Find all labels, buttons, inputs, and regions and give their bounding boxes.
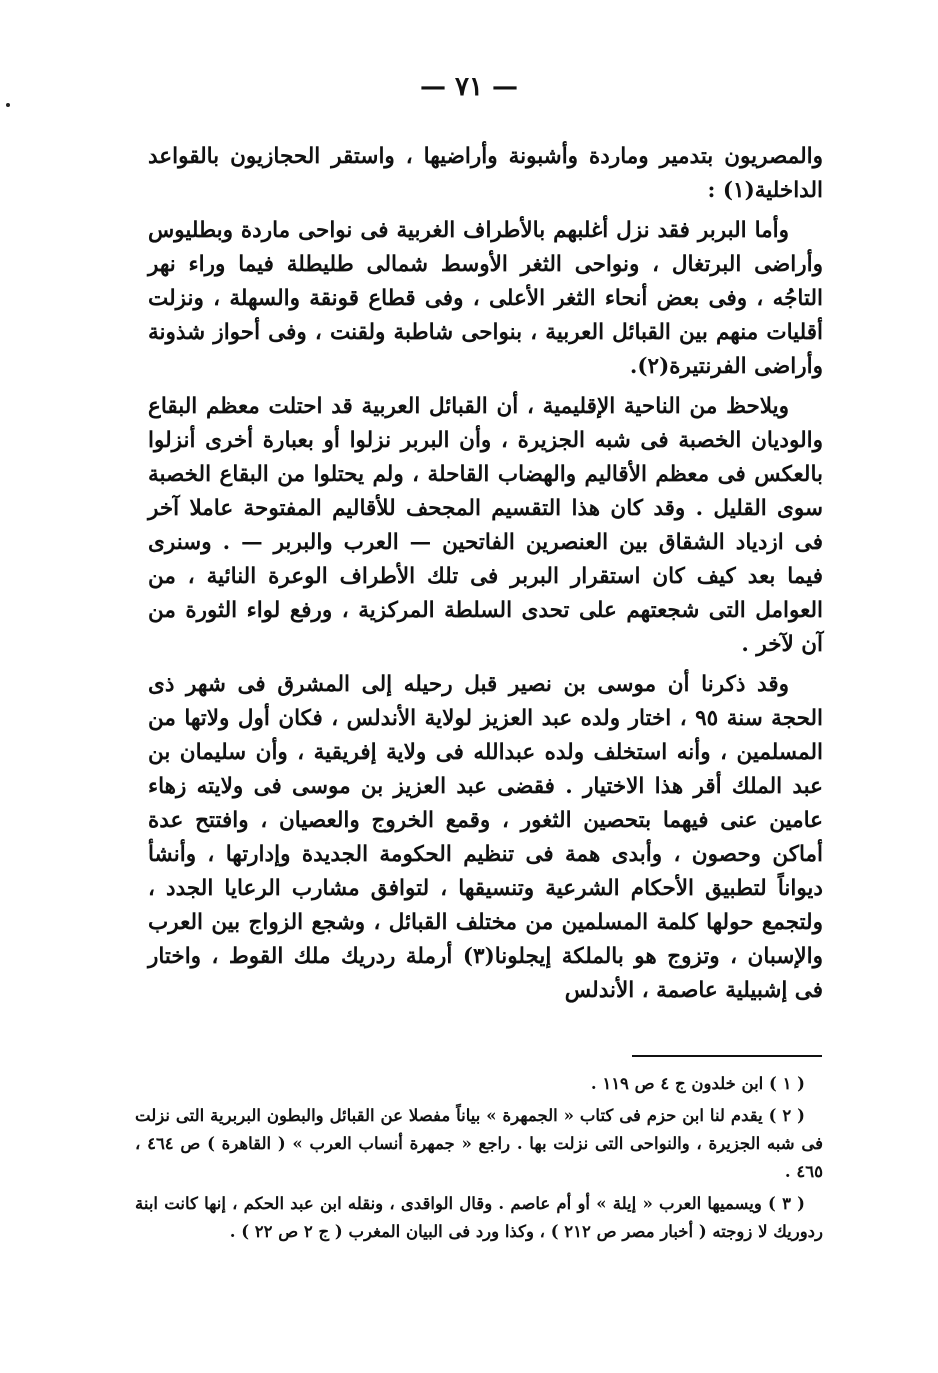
- paragraph-3: ويلاحظ من الناحية الإقليمية ، أن القبائل العربية قد احتلت معظم البقاع والوديان الخصبة فى شبه الجزيرة ، وأن البربر نزلوا أو بعبارة أخرى أنزلوا بالعكس فى معظم الأقاليم والهضاب القاحلة ، ولم يحتلوا من البقاع الخصبة سوى القليل . وقد كان هذا التقسيم المجحف للأقاليم المفتوحة عاملا آخر فى ازدياد الشقاق بين العنصرين الفاتحين — العرب والبربر — . وسنرى فيما بعد كيف كان استقرار البربر فى تلك الأطراف الوعرة النائية ، من العوامل التى شجعتهم على تحدى السلطة المركزية ، ورفع لواء الثورة من آن لآخر .: [148, 394, 823, 657]
- paragraph-4: وقد ذكرنا أن موسى بن نصير قبل رحيله إلى المشرق فى شهر ذى الحجة سنة ٩٥ ، اختار ولده عبد العزيز لولاية الأندلس ، فكان أول ولاتها من المسلمين ، وأنه استخلف ولده عبدالله فى ولاية إفريقية ، وأن سليمان بن عبد الملك أقر هذا الاختيار . فقضى عبد العزيز بن موسى فى ولايته زهاء عامين عنى فيهما بتحصين الثغور ، وقمع الخروج والعصيان ، وافتتح عدة أماكن وحصون ، وأبدى همة فى تنظيم الحكومة الجديدة وإدارتها ، وأنشأ ديواناً لتطبيق الأحكام الشرعية وتنسيقها ، لتوافق مشارب الرعايا الجدد ، ولتجمع حولها كلمة المسلمين من مختلف القبائل ، وشجع الزواج بين العرب والإسبان ، وتزوج هو بالملكة إيجلونا(٣) أرملة ردريك ملك القوط ، واختار فى إشبيلية عاصمة ، الأندلس: [148, 672, 823, 1003]
- scan-speck: [6, 103, 10, 107]
- footnote-1: ( ١ ) ابن خلدون ج ٤ ص ١١٩ .: [590, 1074, 805, 1093]
- footnotes: [135, 1070, 823, 1250]
- main-text: [148, 140, 823, 1014]
- footnote-3: ( ٣ ) ويسميها العرب « إيلة » أو أم عاصم . وقال الواقدى ، ونقله ابن عبد الحكم ، إنها كانت ابنة ردوريك لا زوجته ( أخبار مصر ص ٢١٢ ) ، وكذا ورد فى البيان المغرب ( ج ٢ ص ٢٢ ) .: [135, 1194, 823, 1241]
- footnote-2: ( ٢ ) يقدم لنا ابن حزم فى كتاب « الجمهرة » بياناً مفصلا عن القبائل والبطون البربرية التى نزلت فى شبه الجزيرة ، والنواحى التى نزلت بها . راجع « جمهرة أنساب العرب » ( القاهرة ) ص ٤٦٤ ، ٤٦٥ .: [135, 1106, 823, 1181]
- footnote-separator: [632, 1055, 822, 1057]
- paragraph-2: وأما البربر فقد نزل أغلبهم بالأطراف الغربية فى نواحى ماردة وبطليوس وأراضى البرتغال ، ونواحى الثغر الأوسط شمالى طليطلة فيما وراء نهر التاجُه ، وفى بعض أنحاء الثغر الأعلى ، وفى قطاع قونقة والسهلة ، ونزلت أقليات منهم بين القبائل العربية ، بنواحى شاطبة ولقنت ، وفى أحواز شذونة وأراضى الفرنتيرة(٢).: [148, 218, 823, 379]
- paragraph-1: والمصريون بتدمير وماردة وأشبونة وأراضيها ، واستقر الحجازيون بالقواعد الداخلية(١) :: [148, 144, 823, 203]
- page-number: — ٧١ —: [419, 72, 519, 102]
